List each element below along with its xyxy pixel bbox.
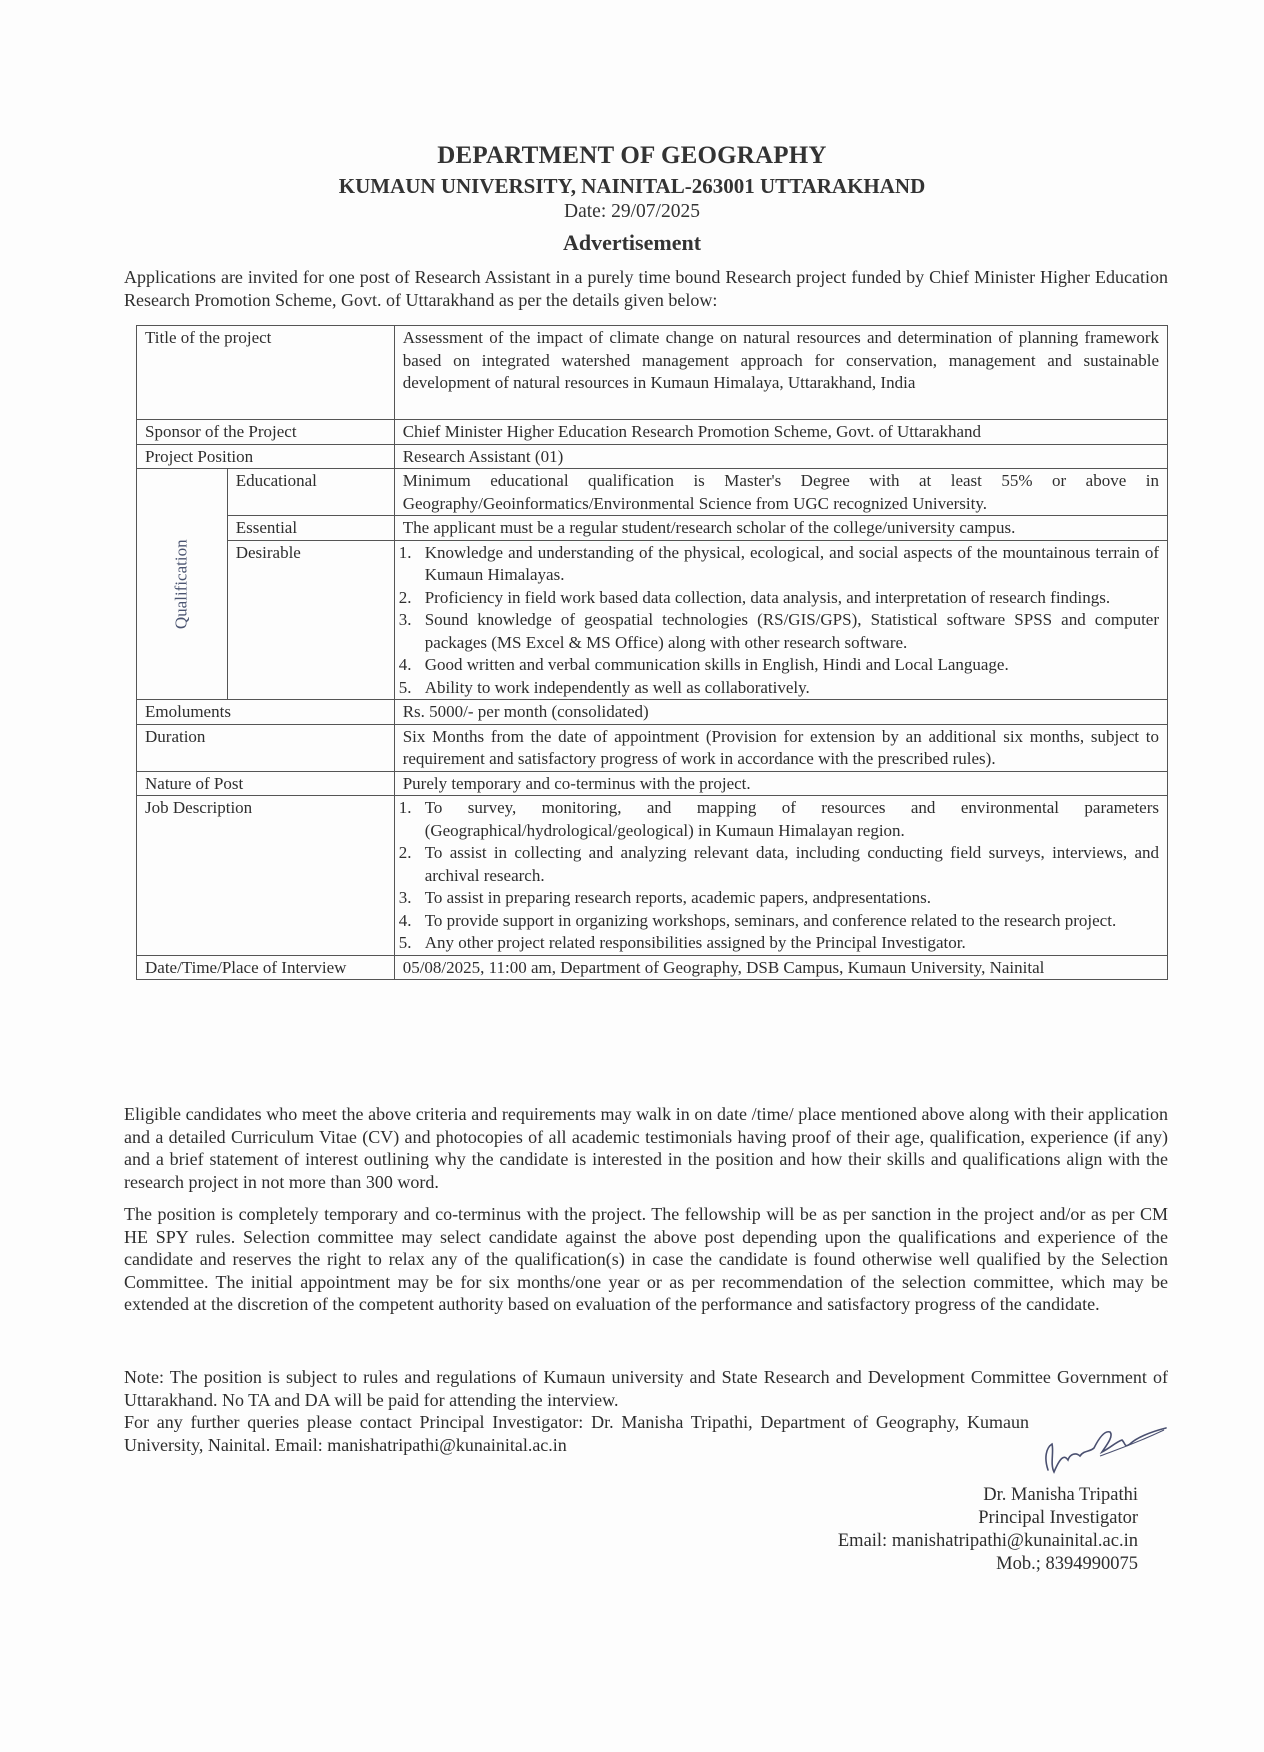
qualification-label: Qualification <box>171 539 191 629</box>
title-value: Assessment of the impact of climate change on natural resources and determination of planning framework based on integrated watershed management approach for conservation, management and sustainable development of natural resources in Kumaun Himalaya, Uttarakhand, India <box>394 326 1167 420</box>
job-list <box>398 797 1159 955</box>
contact-paragraph: For any further queries please contact Principal Investigator: Dr. Manisha Tripathi, Department of Geography, Kumaun University, Nainital. Email: manishatripathi@kunainital.ac.in <box>124 1412 1029 1455</box>
row-job-description <box>137 796 1168 956</box>
qualification-cell <box>137 469 228 700</box>
signature-icon <box>1040 1418 1170 1478</box>
interview-label: Date/Time/Place of Interview <box>137 955 395 980</box>
list-number: 4. <box>398 655 412 674</box>
row-emoluments <box>137 700 1168 725</box>
job-value <box>394 796 1167 956</box>
list-number: 2. <box>398 587 412 607</box>
duration-value: Six Months from the date of appointment (Provision for extension by an additional six months, subject to requirement and satisfactory progress of work in accordance with the prescribed rules). <box>394 724 1167 771</box>
job-label: Job Description <box>137 796 395 956</box>
list-number: 3. <box>398 610 412 629</box>
row-sponsor <box>137 420 1168 445</box>
nature-label: Nature of Post <box>137 771 395 796</box>
emoluments-label: Emoluments <box>137 700 395 725</box>
list-item <box>398 842 1159 887</box>
list-item <box>398 677 1159 700</box>
list-text: Proficiency in field work based data collection, data analysis, and interpretation of research findings. <box>424 587 1111 607</box>
row-essential <box>137 516 1168 541</box>
duration-label: Duration <box>137 724 395 771</box>
list-number: 4. <box>398 910 412 930</box>
signature-block <box>838 1484 1138 1576</box>
list-text: Ability to work independently as well as collaboratively. <box>424 677 810 697</box>
desirable-list <box>398 542 1159 700</box>
list-number: 1. <box>398 542 412 562</box>
row-interview <box>137 955 1168 980</box>
emoluments-value: Rs. 5000/- per month (consolidated) <box>394 700 1167 725</box>
nature-value: Purely temporary and co-terminus with the project. <box>394 771 1167 796</box>
row-nature <box>137 771 1168 796</box>
row-duration <box>137 724 1168 771</box>
list-item <box>398 910 1159 933</box>
desirable-label: Desirable <box>227 540 394 700</box>
essential-label: Essential <box>227 516 394 541</box>
list-item <box>398 609 1159 654</box>
list-item <box>398 654 1159 677</box>
list-item <box>398 542 1159 587</box>
terms-paragraph: The position is completely temporary and co-terminus with the project. The fellowship will be as per sanction in the project and/or as per CM HE SPY rules. Selection committee may select candidate against the above post depending upon the qualifications and experience of the candidate and reserves the right to relax any of the qualification(s) in case the candidate is found otherwise well qualified by the Selection Committee. The initial appointment may be for six months/one year or as per recommendation of the selection committee, which may be extended at the discretion of the competent authority based on evaluation of the performance and satisfactory progress of the candidate. <box>124 1204 1168 1314</box>
list-number: 5. <box>398 677 412 697</box>
list-text: Sound knowledge of geospatial technologies (RS/GIS/GPS), Statistical software SPSS and computer packages (MS Excel & MS Office) along with other research software. <box>424 610 1159 652</box>
sponsor-value: Chief Minister Higher Education Research Promotion Scheme, Govt. of Uttarakhand <box>394 420 1167 445</box>
eligibility-paragraph: Eligible candidates who meet the above criteria and requirements may walk in on date /time/ place mentioned above along with their application and a detailed Curriculum Vitae (CV) and photocopies of all academic testimonials having proof of their age, qualification, experience (if any) and a brief statement of interest outlining why the candidate is interested in the position and how their skills and qualifications align with the research project in not more than 300 word. <box>124 1104 1168 1192</box>
sponsor-label: Sponsor of the Project <box>137 420 395 445</box>
row-desirable <box>137 540 1168 700</box>
list-text: To assist in collecting and analyzing relevant data, including conducting field surveys, interviews, and archival research. <box>424 843 1159 885</box>
list-text: Knowledge and understanding of the physical, ecological, and social aspects of the mountainous terrain of Kumaun Himalayas. <box>424 542 1159 584</box>
department-heading: DEPARTMENT OF GEOGRAPHY <box>437 142 827 169</box>
list-text: Any other project related responsibilities assigned by the Principal Investigator. <box>424 933 966 952</box>
list-number: 2. <box>398 843 412 862</box>
list-item <box>398 887 1159 910</box>
document-date: Date: 29/07/2025 <box>564 201 700 222</box>
desirable-value <box>394 540 1167 700</box>
note-paragraph: Note: The position is subject to rules and regulations of Kumaun university and State Research and Development Committee Government of Uttarakhand. No TA and DA will be paid for attending the interview. <box>124 1367 1168 1410</box>
row-title <box>137 326 1168 420</box>
list-number: 3. <box>398 888 412 907</box>
list-text: To survey, monitoring, and mapping of resources and environmental parameters (Geographical/hydrological/geological) in Kumaun Himalayan region. <box>424 798 1159 840</box>
signatory-mobile: Mob.; 8394990075 <box>996 1554 1138 1574</box>
list-text: To provide support in organizing workshops, seminars, and conference related to the research project. <box>424 910 1117 930</box>
position-value: Research Assistant (01) <box>394 444 1167 469</box>
title-label: Title of the project <box>137 326 395 420</box>
signatory-email: Email: manishatripathi@kunainital.ac.in <box>837 1531 1138 1551</box>
educational-label: Educational <box>227 469 394 516</box>
list-item <box>398 932 1159 955</box>
row-educational <box>137 469 1168 516</box>
signatory-name: Dr. Manisha Tripathi <box>983 1485 1138 1505</box>
signatory-designation: Principal Investigator <box>978 1508 1138 1528</box>
educational-value: Minimum educational qualification is Master's Degree with at least 55% or above in Geography/Geoinformatics/Environmental Science from UGC recognized University. <box>394 469 1167 516</box>
list-text: To assist in preparing research reports, academic papers, andpresentations. <box>424 888 931 907</box>
list-item <box>398 797 1159 842</box>
university-heading: KUMAUN UNIVERSITY, NAINITAL-263001 UTTARAKHAND <box>338 174 926 198</box>
interview-value: 05/08/2025, 11:00 am, Department of Geography, DSB Campus, Kumaun University, Nainital <box>394 955 1167 980</box>
list-number: 1. <box>398 798 412 817</box>
project-details-table <box>136 325 1168 980</box>
document-title: Advertisement <box>562 230 702 255</box>
position-label: Project Position <box>137 444 395 469</box>
intro-paragraph: Applications are invited for one post of Research Assistant in a purely time bound Research project funded by Chief Minister Higher Education Research Promotion Scheme, Govt. of Uttarakhand as per the details given below: <box>124 267 1168 310</box>
list-text: Good written and verbal communication skills in English, Hindi and Local Language. <box>424 655 1009 674</box>
essential-value: The applicant must be a regular student/research scholar of the college/university campus. <box>394 516 1167 541</box>
row-position <box>137 444 1168 469</box>
list-number: 5. <box>398 933 412 952</box>
list-item <box>398 587 1159 610</box>
